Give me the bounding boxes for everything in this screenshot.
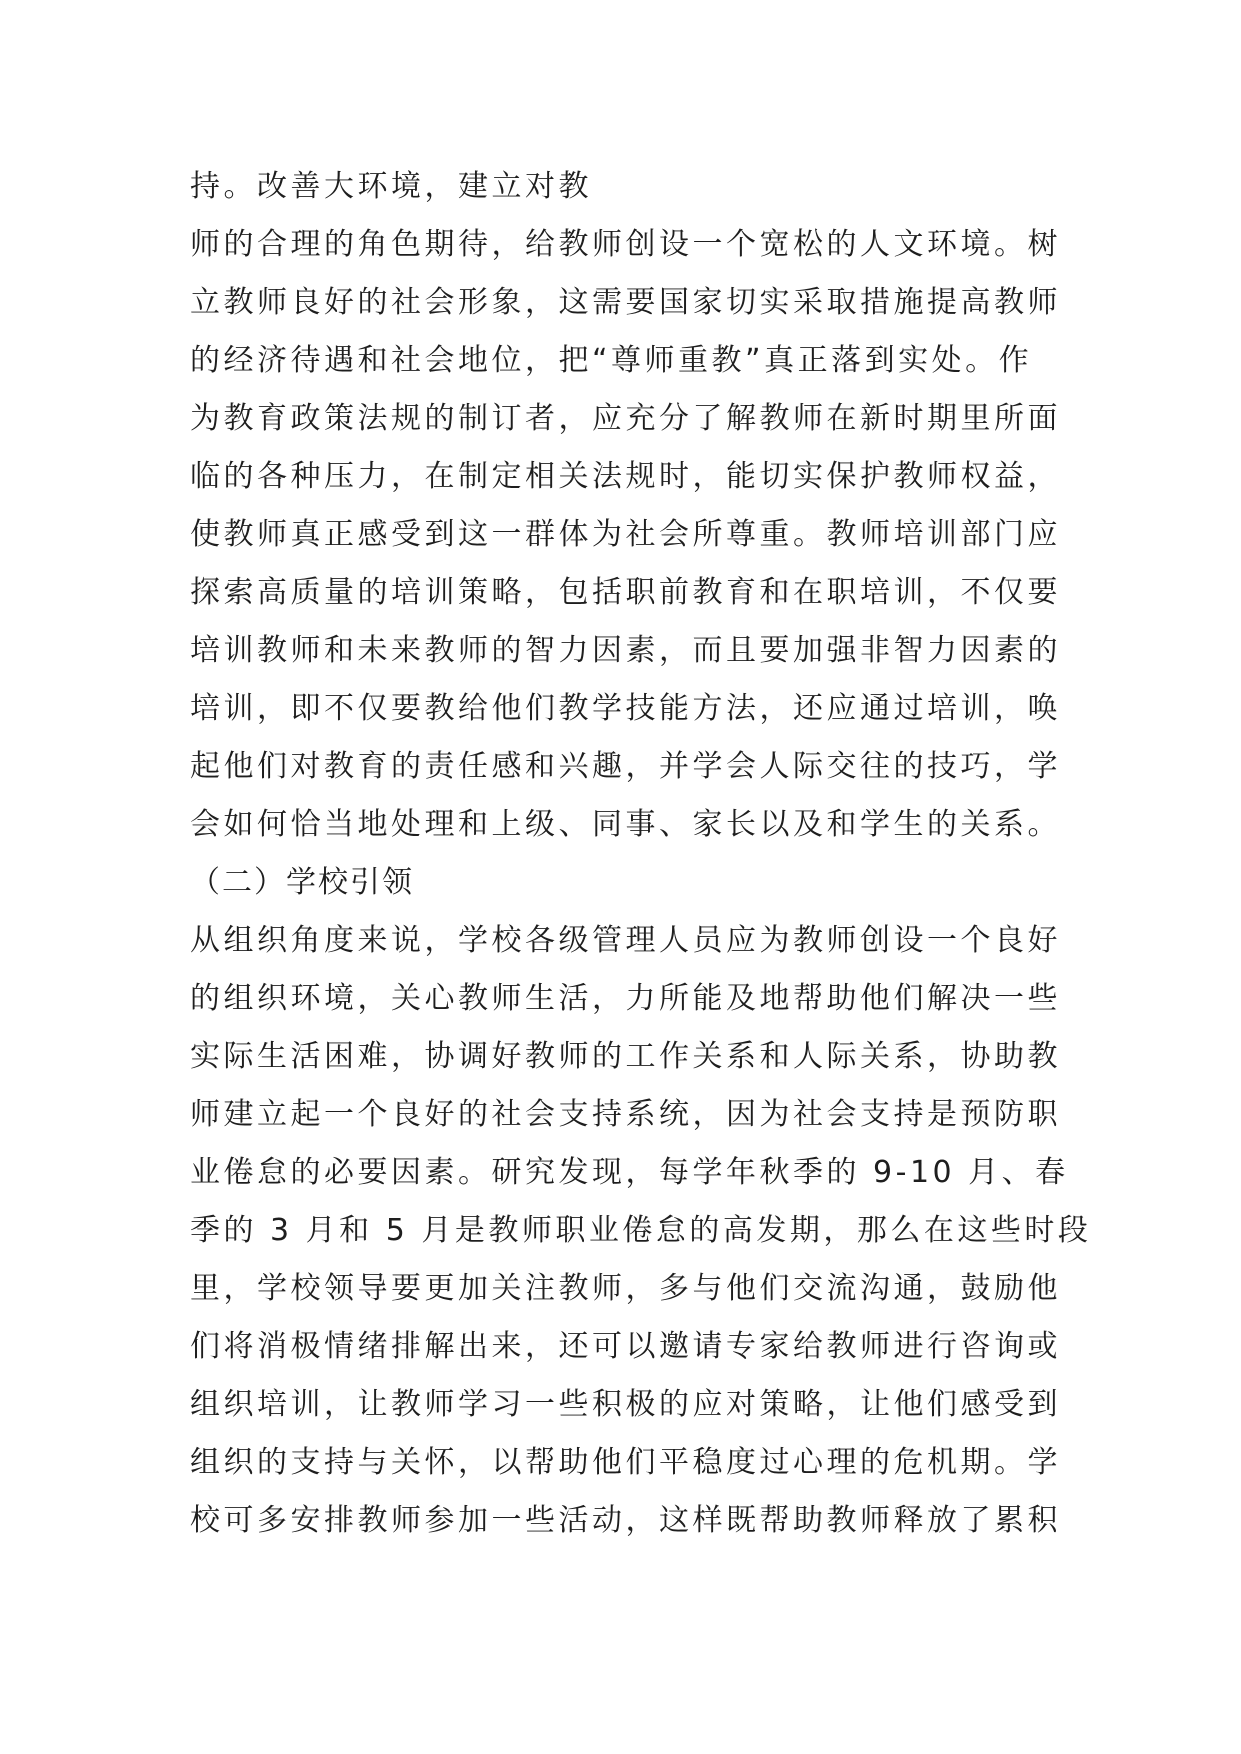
text-line: 校可多安排教师参加一些活动，这样既帮助教师释放了累积	[190, 1503, 1061, 1538]
text-line: 持。改善大环境，建立对教	[190, 169, 592, 204]
text-line: 组织培训，让教师学习一些积极的应对策略，让他们感受到	[190, 1387, 1061, 1422]
text-line: 培训教师和未来教师的智力因素，而且要加强非智力因素的	[190, 633, 1061, 668]
text-line: 探索高质量的培训策略，包括职前教育和在职培训，不仅要	[190, 575, 1061, 610]
text-line: 里，学校领导要更加关注教师，多与他们交流沟通，鼓励他	[190, 1271, 1061, 1306]
body-text	[190, 158, 1092, 1550]
text-line: 的经济待遇和社会地位，把“尊师重教”真正落到实处。作	[190, 343, 1033, 378]
text-line: 业倦怠的必要因素。研究发现，每学年秋季的 9-10 月、春	[190, 1155, 1069, 1190]
text-line: 立教师良好的社会形象，这需要国家切实采取措施提高教师	[190, 285, 1061, 320]
text-line: 季的 3 月和 5 月是教师职业倦怠的高发期，那么在这些时段	[190, 1213, 1092, 1248]
text-line: 起他们对教育的责任感和兴趣，并学会人际交往的技巧，学	[190, 749, 1061, 784]
text-line: 会如何恰当地处理和上级、同事、家长以及和学生的关系。	[190, 807, 1061, 842]
text-line: 临的各种压力，在制定相关法规时，能切实保护教师权益，	[190, 459, 1061, 494]
text-line: 实际生活困难，协调好教师的工作关系和人际关系，协助教	[190, 1039, 1061, 1074]
text-line: 师的合理的角色期待，给教师创设一个宽松的人文环境。树	[190, 227, 1061, 262]
text-line: 师建立起一个良好的社会支持系统，因为社会支持是预防职	[190, 1097, 1061, 1132]
text-line: 从组织角度来说，学校各级管理人员应为教师创设一个良好	[190, 923, 1061, 958]
text-line: 使教师真正感受到这一群体为社会所尊重。教师培训部门应	[190, 517, 1061, 552]
text-line: 的组织环境，关心教师生活，力所能及地帮助他们解决一些	[190, 981, 1061, 1016]
text-line: 们将消极情绪排解出来，还可以邀请专家给教师进行咨询或	[190, 1329, 1061, 1364]
text-line: 为教育政策法规的制订者，应充分了解教师在新时期里所面	[190, 401, 1061, 436]
text-line: 组织的支持与关怀，以帮助他们平稳度过心理的危机期。学	[190, 1445, 1061, 1480]
section-heading: （二）学校引领	[190, 865, 414, 900]
text-line: 培训，即不仅要教给他们教学技能方法，还应通过培训，唤	[190, 691, 1061, 726]
